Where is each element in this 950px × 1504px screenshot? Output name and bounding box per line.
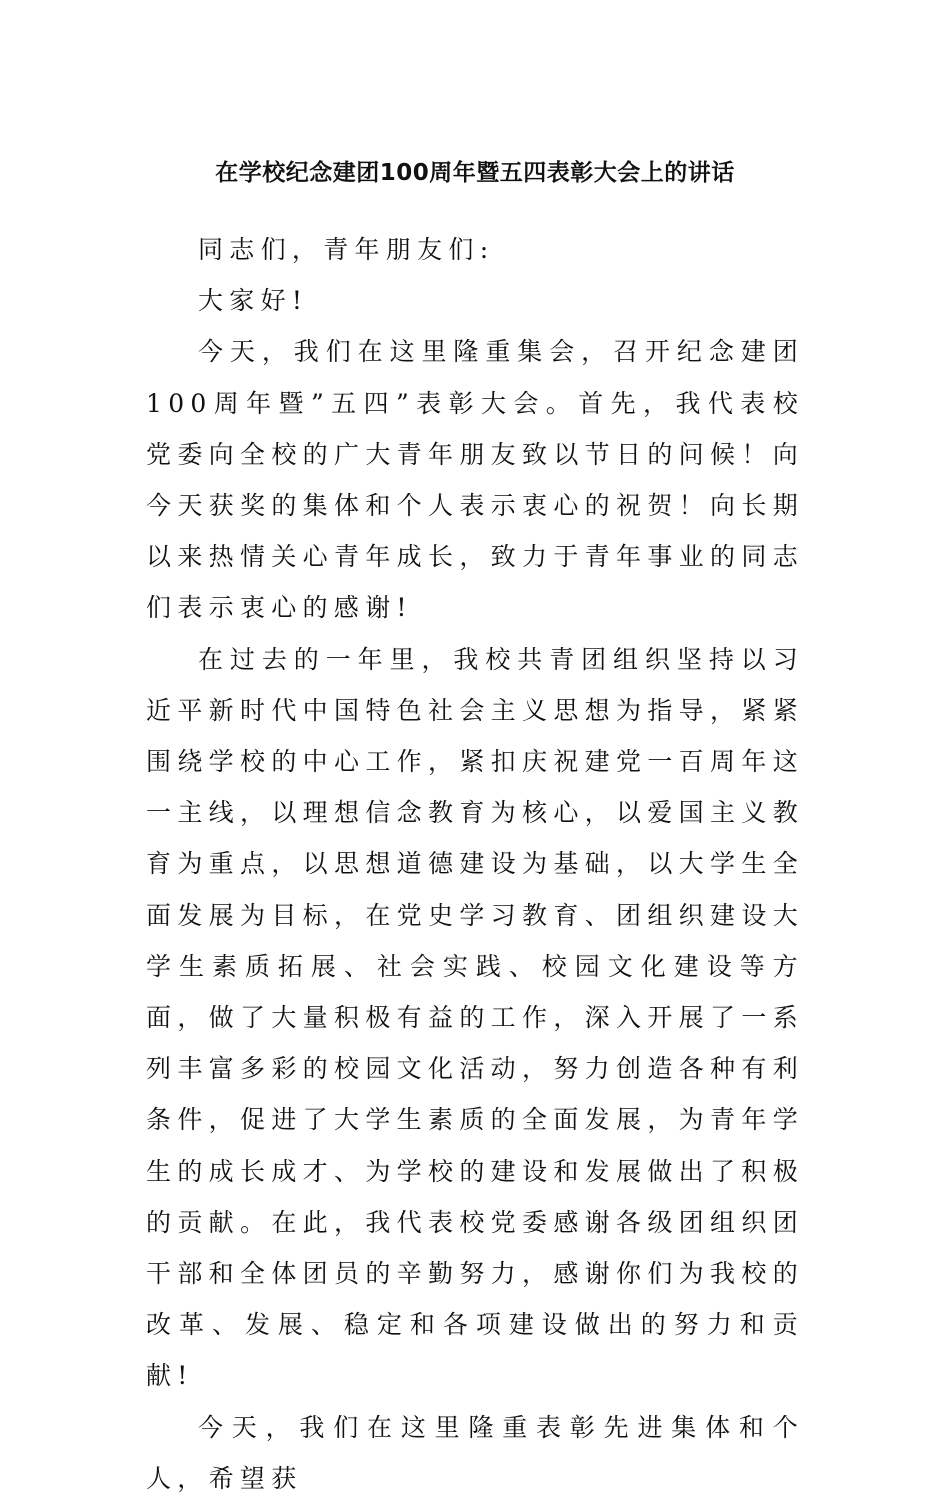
document-title: 在学校纪念建团100周年暨五四表彰大会上的讲话 (215, 160, 735, 186)
paragraph-salutation: 同志们，青年朋友们: (198, 235, 495, 264)
paragraph-opening: 今天，我们在这里隆重集会，召开纪念建团100周年暨”五四”表彰大会。首先，我代表校党委向全校的广大青年朋友致以节日的问候！向今天获奖的集体和个人表示衷心的祝贺！向长期以来热情关心青年成长，致力于青年事业的同志们表示衷心的感谢! (146, 337, 804, 623)
paragraph-greeting: 大家好! (198, 286, 309, 316)
paragraph-review: 在过去的一年里，我校共青团组织坚持以习近平新时代中国特色社会主义思想为指导，紧紧围绕学校的中心工作，紧扣庆祝建党一百周年这一主线，以理想信念教育为核心，以爱国主义教育为重点，以思想道德建设为基础，以大学生全面发展为目标，在党史学习教育、团组织建设大学生素质拓展、社会实践、校园文化建设等方面，做了大量积极有益的工作，深入开展了一系列丰富多彩的校园文化活动，努力创造各种有利条件，促进了大学生素质的全面发展，为青年学生的成长成才、为学校的建设和发展做出了积极的贡献。在此，我代表校党委感谢各级团组织团干部和全体团员的辛勤努力，感谢你们为我校的改革、发展、稳定和各项建设做出的努力和贡献! (146, 644, 804, 1391)
document-body (146, 224, 804, 1504)
paragraph-commendation: 今天，我们在这里隆重表彰先进集体和个人，希望获 (146, 1412, 804, 1493)
